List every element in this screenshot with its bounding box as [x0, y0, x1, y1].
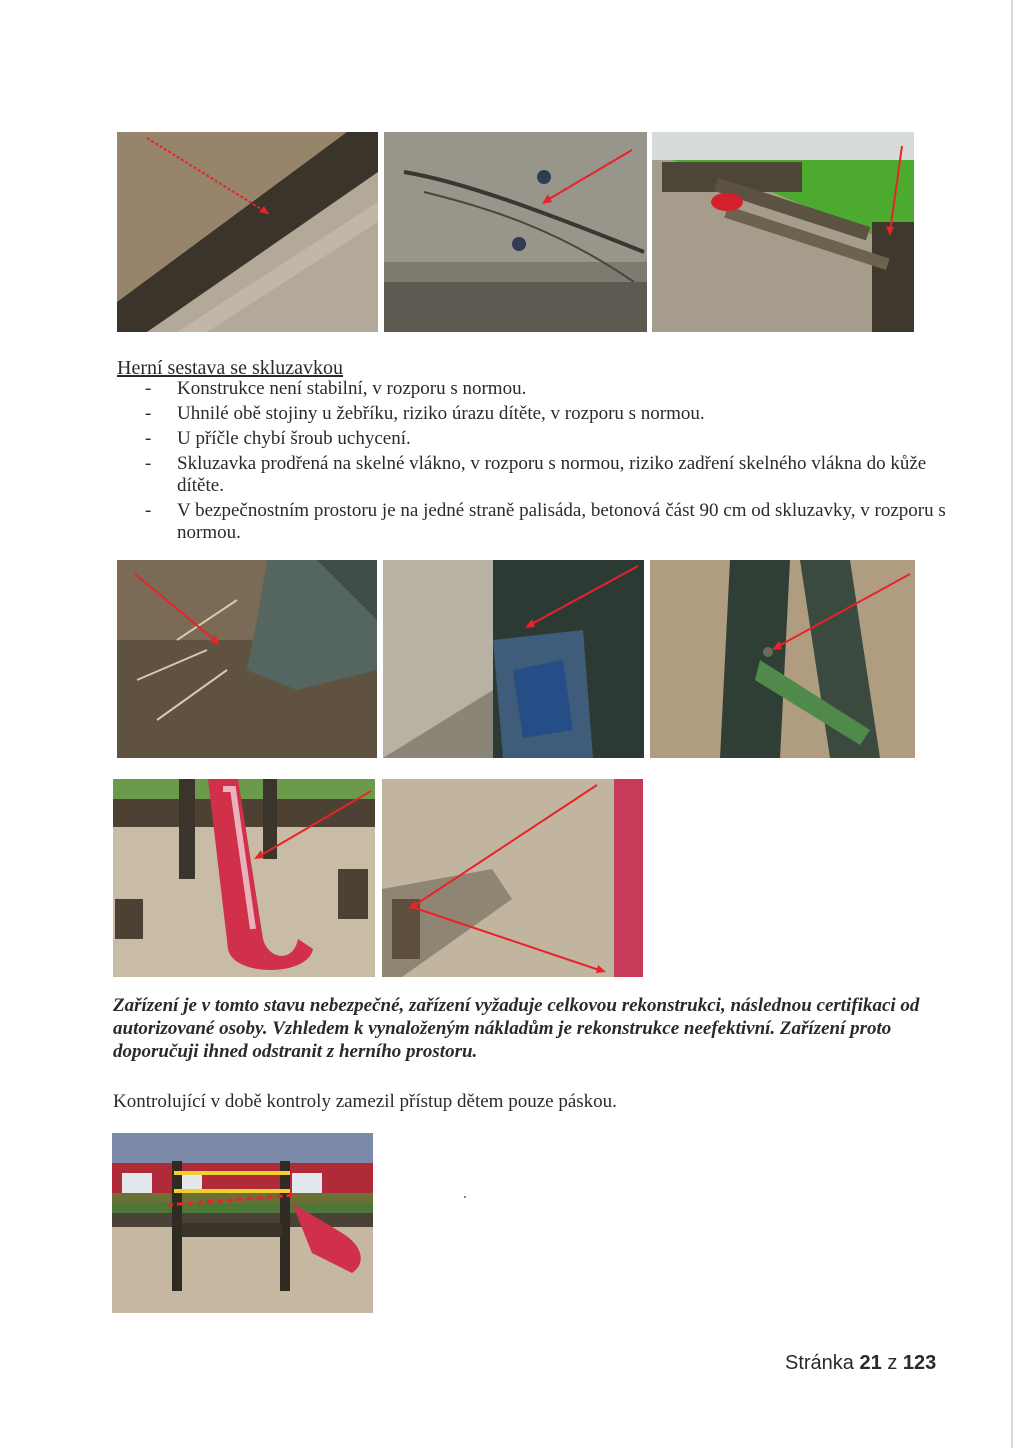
issue-item: - Skluzavka prodřená na skelné vlákno, v rozporu s normou, riziko zadření skelného vlákna do kůže dítěte. [117, 453, 957, 497]
photo-worn-slide [113, 779, 375, 977]
page-number [785, 1352, 936, 1375]
page-total: 123 [902, 1352, 937, 1374]
photo-concrete-palisade [382, 779, 643, 977]
verdict-text: Zařízení je v tomto stavu nebezpečné, zařízení vyžaduje celkovou rekonstrukci, následnou certifikaci od autorizované osoby. Vzhledem k vynaloženým nákladům je rekonstrukce neefektivní. Zařízení proto doporučuji ihned odstranit z herního prostoru. [113, 995, 920, 1062]
photo-taped-playset [112, 1133, 373, 1313]
page-current: 21 [859, 1352, 882, 1374]
photo-rotted-beam [117, 132, 378, 332]
page-separator: z [887, 1352, 898, 1374]
photo-rotted-post-base [117, 560, 377, 758]
photo-cracked-board [384, 132, 647, 332]
issue-item: - Konstrukce není stabilní, v rozporu s normou. [117, 378, 957, 400]
photo-bench-palisade [652, 132, 914, 332]
photo-rotted-ladder-post [383, 560, 644, 758]
section-title: Herní sestava se skluzavkou [117, 357, 344, 379]
issue-list [117, 378, 957, 547]
photo-missing-bolt [650, 560, 915, 758]
page-label: Stránka [785, 1352, 854, 1374]
page-edge [1011, 0, 1013, 1448]
issue-item: - Uhnilé obě stojiny u žebříku, riziko úrazu dítěte, v rozporu s normou. [117, 403, 957, 425]
issue-item: - V bezpečnostním prostoru je na jedné straně palisáda, betonová část 90 cm od skluzavky, v rozporu s normou. [117, 500, 957, 544]
stray-dot [464, 1196, 466, 1198]
issue-item: - U příčle chybí šroub uchycení. [117, 428, 957, 450]
inspector-note: Kontrolující v době kontroly zamezil přístup dětem pouze páskou. [113, 1091, 617, 1112]
